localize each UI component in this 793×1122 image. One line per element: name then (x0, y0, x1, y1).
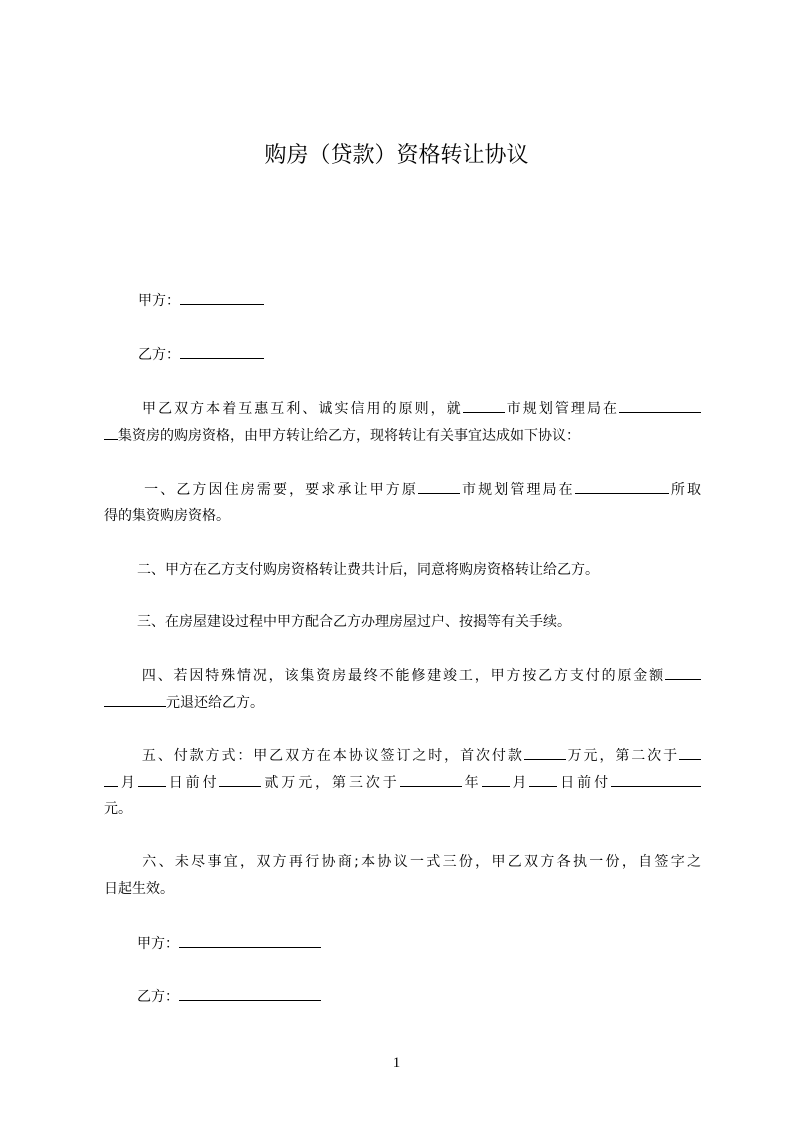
document-title: 购房（贷款）资格转让协议 (264, 143, 529, 168)
preamble-line-2 (104, 425, 701, 446)
clause-5-blank-second-amount (219, 772, 261, 787)
clause-5-text-6: 年 (461, 775, 482, 791)
preamble-line-1 (104, 398, 701, 419)
clause-6-line-2 (104, 879, 701, 899)
clause-5-blank-third-year (400, 772, 462, 787)
clause-1-blank-location (575, 479, 669, 494)
clause-6-text-1: 六、未尽事宜，双方再行协商;本协议一式三份，甲乙双方各执一份，自签字之 (140, 854, 701, 870)
clause-5-blank-second-day (138, 772, 166, 787)
clause-4-line-1 (104, 665, 701, 686)
clause-1-blank-city (418, 479, 460, 494)
party-a-blank (180, 290, 264, 305)
party-a-label: 甲方： (138, 293, 180, 309)
clause-5-text-7: 月 (509, 775, 530, 791)
clause-3-text: 三、在房屋建设过程中甲方配合乙方办理房屋过户、按揭等有关手续。 (137, 614, 571, 630)
clause-1-text-4: 得的集资购房资格。 (104, 508, 230, 524)
party-b-label: 乙方： (138, 347, 180, 363)
clause-5-text-3: 月 (118, 775, 138, 791)
clause-4-text-1: 四、若因特殊情况，该集资房最终不能修建竣工，甲方按乙方支付的原金额 (140, 668, 665, 684)
clause-6-text-2: 日起生效。 (104, 881, 174, 897)
clause-1-text-2: 市规划管理局在 (459, 482, 575, 498)
preamble-text-2: 市规划管理局在 (504, 401, 620, 417)
clause-5-text-2: 万元，第二次于 (565, 748, 680, 764)
party-b-line (138, 344, 735, 365)
clause-5-blank-second-year-cont (104, 772, 118, 787)
clause-1-line-1 (104, 479, 701, 500)
clause-2 (137, 560, 734, 580)
clause-6-line-1 (104, 852, 701, 872)
clause-5-text-1: 五、付款方式：甲乙双方在本协议签订之时，首次付款 (140, 748, 524, 764)
signature-party-a (137, 933, 734, 954)
clause-3 (137, 612, 734, 632)
clause-5-blank-third-day (529, 772, 557, 787)
blank-location-cont (104, 425, 118, 440)
clause-5-blank-second-year (679, 745, 701, 760)
signature-party-b (137, 986, 734, 1007)
clause-5-blank-third-month (482, 772, 510, 787)
signature-party-b-blank (179, 986, 321, 1001)
clause-5-text-8: 日前付 (557, 775, 612, 791)
clause-4-text-2: 元退还给乙方。 (166, 695, 264, 711)
signature-party-a-label: 甲方： (137, 936, 179, 952)
clause-5-blank-third-amount (611, 772, 701, 787)
page-number: 1 (392, 1055, 401, 1071)
clause-5-line-3 (104, 799, 701, 819)
clause-4-line-2 (104, 692, 701, 713)
clause-5-text-5: 贰万元，第三次于 (261, 775, 400, 791)
party-b-blank (180, 344, 264, 359)
clause-5-blank-first-payment (524, 745, 566, 760)
clause-1-line-2 (104, 506, 701, 526)
blank-location (619, 398, 701, 413)
clause-5-line-1 (104, 745, 701, 766)
signature-party-b-label: 乙方： (137, 989, 179, 1005)
preamble-text-3: 集资房的购房资格，由甲方转让给乙方，现将转让有关事宜达成如下协议： (118, 428, 580, 444)
party-a-line (138, 290, 735, 311)
clause-4-blank-amount (665, 665, 701, 680)
clause-2-text: 二、甲方在乙方支付购房资格转让费共计后，同意将购房资格转让给乙方。 (137, 562, 599, 578)
clause-4-blank-amount-cont (104, 692, 166, 707)
blank-city (463, 398, 505, 413)
clause-5-text-4: 日前付 (165, 775, 220, 791)
clause-1-text-1: 一、乙方因住房需要，要求承让甲方原 (142, 482, 418, 498)
clause-1-text-3: 所取 (668, 482, 702, 498)
clause-5-text-9: 元。 (104, 801, 132, 817)
clause-5-line-2 (104, 772, 701, 793)
preamble-text-1: 甲乙双方本着互惠互利、诚实信用的原则，就 (140, 401, 463, 417)
signature-party-a-blank (179, 933, 321, 948)
